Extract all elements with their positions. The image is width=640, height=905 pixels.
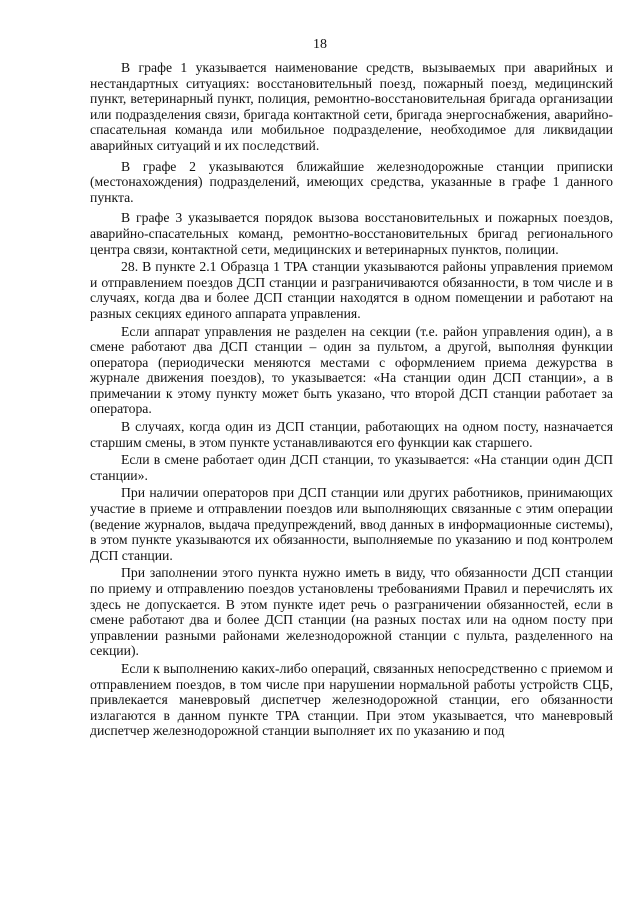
paragraph-single-dsp: Если в смене работает один ДСП станции, то указывается: «На станции один ДСП станции».: [90, 452, 613, 483]
paragraph-column-1-description: В графе 1 указывается наименование средств, вызываемых при аварийных и нестандартных ситуациях: восстановительный поезд, пожарный поезд, медицинский пункт, ветеринарный пункт, полиция, ремонтно-восстановительная бригада организации или подразделения связи, бригада контактной сети, бригада энергоснабжения, аварийно-спасательная команда или мобильное подразделение, необходимое для ликвидации аварийных ситуаций и их последствий.: [90, 60, 613, 153]
paragraph-filling-notes: При заполнении этого пункта нужно иметь в виду, что обязанности ДСП станции по приему и отправлению поездов установлены требованиями Правил и перечислять их здесь не допускается. В этом пункте идет речь о разграничении обязанностей, если в смене работают два и более ДСП станции (на разных постах или на одном посту при управлении разными районами железнодорожной станции с пульта, разделенного на секции).: [90, 565, 613, 659]
paragraph-single-section-control: Если аппарат управления не разделен на секции (т.е. район управления один), а в смене работают два ДСП станции – один за пультом, а другой, выполняя функции оператора (периодически меняются местами с оформлением приема дежурства в журнале движения поездов), то указывается: «На станции один ДСП станции», а в примечании к этому пункту может быть указано, что второй ДСП станции работает за оператора.: [90, 323, 613, 417]
paragraph-item-28: 28. В пункте 2.1 Образца 1 ТРА станции указываются районы управления приемом и отправлением поездов ДСП станции и разграничиваются обязанности, в том числе и в случаях, когда два и более ДСП станции находятся в одном помещении и работают на разных секциях единого аппарата управления.: [90, 259, 613, 321]
paragraph-column-2-description: В графе 2 указываются ближайшие железнодорожные станции приписки (местонахождения) подразделений, имеющих средства, указанные в графе 1 данного пункта.: [90, 158, 613, 205]
document-body: [90, 60, 613, 739]
paragraph-operators: При наличии операторов при ДСП станции или других работников, принимающих участие в приеме и отправлении поездов или выполняющих связанные с этим операции (ведение журналов, выдача предупреждений, ввод данных в информационные системы), в этом пункте указываются их обязанности, выполняемые по указанию и под контролем ДСП станции.: [90, 485, 613, 563]
page-number: 18: [313, 37, 327, 52]
paragraph-column-3-description: В графе 3 указывается порядок вызова восстановительных и пожарных поездов, аварийно-спасательных команд, ремонтно-восстановительных бригад регионального центра связи, контактной сети, медицинских и ветеринарных пунктов, полиции.: [90, 210, 613, 257]
paragraph-shunting-dispatcher: Если к выполнению каких-либо операций, связанных непосредственно с приемом и отправлением поездов, в том числе при нарушении нормальной работы устройств СЦБ, привлекается маневровый диспетчер железнодорожной станции, его обязанности излагаются в данном пункте ТРА станции. При этом указывается, что маневровый диспетчер железнодорожной станции выполняет их по указанию и под: [90, 660, 613, 739]
paragraph-senior-shift: В случаях, когда один из ДСП станции, работающих на одном посту, назначается старшим смены, в этом пункте устанавливаются его функции как старшего.: [90, 419, 613, 450]
